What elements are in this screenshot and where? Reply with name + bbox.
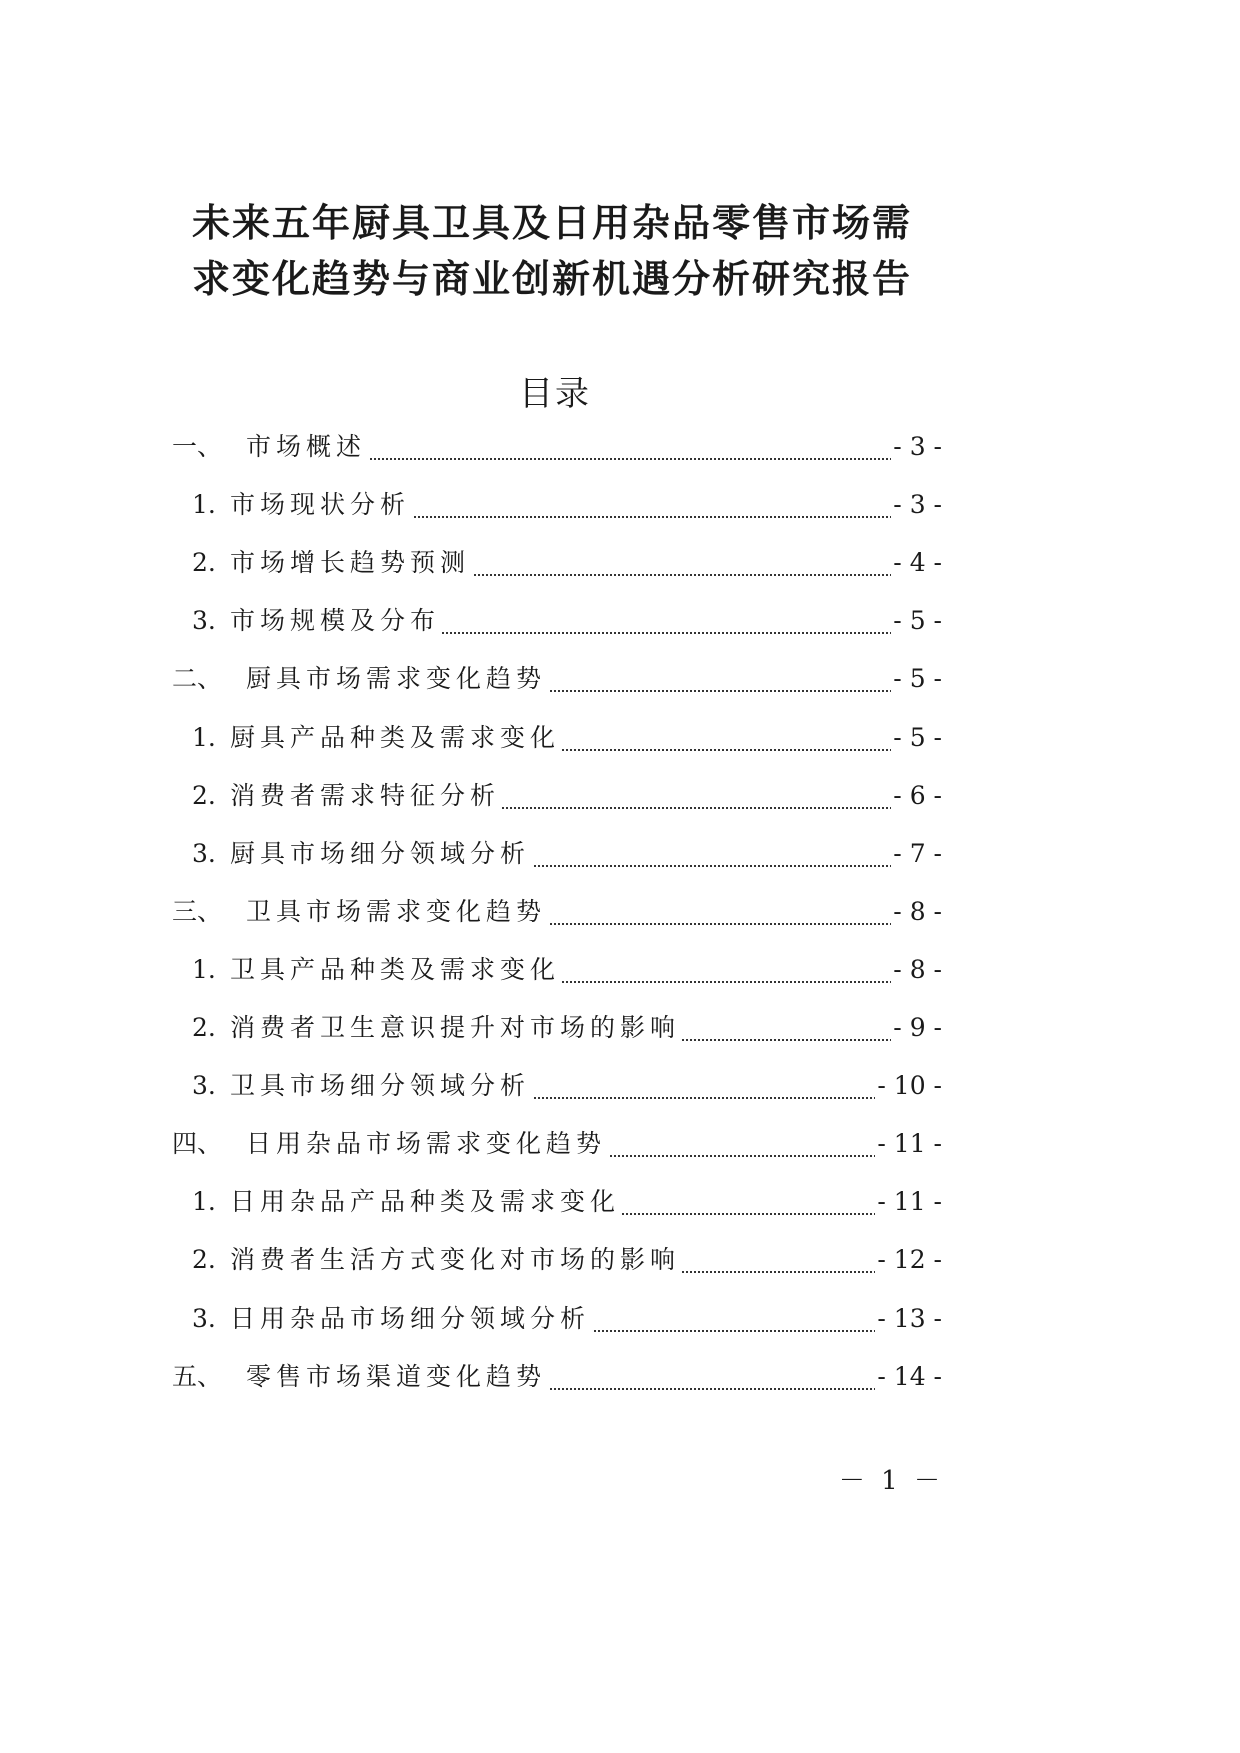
toc-entry-page: - 4 - <box>891 534 942 592</box>
toc-entry[interactable] <box>0 1348 1104 1406</box>
toc-entry-page: - 7 - <box>891 825 942 883</box>
toc-entry[interactable] <box>0 534 1104 592</box>
toc-entry-page: - 13 - <box>875 1290 942 1348</box>
toc-entry[interactable] <box>0 1290 1104 1348</box>
toc-entry-number: 2. <box>192 780 216 810</box>
toc-entry-label: 日用杂品市场细分领域分析 <box>230 1290 592 1348</box>
toc-entry-number: 五、 <box>172 1361 223 1391</box>
toc-entry[interactable] <box>0 999 1104 1057</box>
toc-entry-number: 3. <box>192 838 216 868</box>
toc-entry[interactable] <box>0 476 1104 534</box>
toc-entry-page: - 5 - <box>891 709 942 767</box>
toc-entry-label: 市场增长趋势预测 <box>230 534 472 592</box>
toc-entry-page: - 8 - <box>891 883 942 941</box>
toc-entry-label: 卫具产品种类及需求变化 <box>230 941 562 999</box>
toc-entry-label: 日用杂品市场需求变化趋势 <box>246 1115 608 1173</box>
toc-entry[interactable] <box>0 1173 1104 1231</box>
toc-entry-page: - 8 - <box>891 941 942 999</box>
toc-entry-number: 2. <box>192 548 216 578</box>
toc-entry-label: 消费者卫生意识提升对市场的影响 <box>230 999 682 1057</box>
toc-entry-label: 零售市场渠道变化趋势 <box>246 1348 548 1406</box>
toc-entry[interactable] <box>0 1057 1104 1115</box>
toc-entry-number: 一、 <box>172 432 223 461</box>
toc-entry-page: - 5 - <box>891 650 942 708</box>
toc-entry[interactable] <box>0 1231 1104 1289</box>
toc-entry[interactable] <box>0 1115 1104 1173</box>
toc-entry-page: - 3 - <box>891 418 942 476</box>
toc-entry-number: 四、 <box>172 1129 223 1159</box>
toc-entry-page: - 14 - <box>875 1348 942 1406</box>
toc-entry-page: - 11 - <box>875 1173 942 1231</box>
toc-entry-label: 市场规模及分布 <box>230 592 442 650</box>
toc-entry-page: - 6 - <box>891 767 942 825</box>
toc-entry-label: 日用杂品产品种类及需求变化 <box>230 1173 622 1231</box>
toc-entry-page: - 5 - <box>891 592 942 650</box>
toc-entry[interactable] <box>0 592 1104 650</box>
toc-entry-number: 二、 <box>172 664 223 694</box>
toc-entry-label: 消费者生活方式变化对市场的影响 <box>230 1231 682 1289</box>
toc-entry-label: 厨具市场需求变化趋势 <box>246 650 548 708</box>
toc-entry[interactable] <box>0 418 1104 476</box>
toc-entry[interactable] <box>0 883 1104 941</box>
toc-entry[interactable] <box>0 709 1104 767</box>
toc-entry-number: 1. <box>192 1187 216 1217</box>
report-title-line-1: 未来五年厨具卫具及日用杂品零售市场需 <box>191 201 912 245</box>
toc-entry-number: 2. <box>192 1245 216 1275</box>
toc-heading: 目录 <box>519 374 591 414</box>
toc-entry-number: 1. <box>192 722 216 752</box>
toc-entry-number: 3. <box>192 1303 216 1333</box>
toc-entry-page: - 12 - <box>875 1231 942 1289</box>
page-number: － 1 － <box>838 1466 944 1496</box>
toc-entry-label: 消费者需求特征分析 <box>230 767 502 825</box>
toc-entry[interactable] <box>0 825 1104 883</box>
toc-entry-number: 3. <box>192 1071 216 1101</box>
toc-entry-label: 厨具产品种类及需求变化 <box>230 709 562 767</box>
toc-entry[interactable] <box>0 650 1104 708</box>
toc-entry-label: 市场概述 <box>246 418 368 476</box>
toc-entry-label: 市场现状分析 <box>230 476 412 534</box>
toc-entry-page: - 11 - <box>875 1115 942 1173</box>
toc-entry-number: 三、 <box>172 896 223 926</box>
toc-entry-label: 卫具市场细分领域分析 <box>230 1057 532 1115</box>
toc-entry-page: - 10 - <box>875 1057 942 1115</box>
toc-entry-page: - 9 - <box>891 999 942 1057</box>
toc-entry-label: 厨具市场细分领域分析 <box>230 825 532 883</box>
toc-entry[interactable] <box>0 941 1104 999</box>
toc-entry-number: 2. <box>192 1013 216 1042</box>
toc-entry-number: 3. <box>192 606 216 636</box>
toc-entry-number: 1. <box>192 954 216 984</box>
toc-entry-label: 卫具市场需求变化趋势 <box>246 883 548 941</box>
report-title-line-2: 求变化趋势与商业创新机遇分析研究报告 <box>191 257 912 301</box>
toc-entry-page: - 3 - <box>891 476 942 534</box>
toc-entry[interactable] <box>0 767 1104 825</box>
toc-entry-number: 1. <box>192 490 216 520</box>
